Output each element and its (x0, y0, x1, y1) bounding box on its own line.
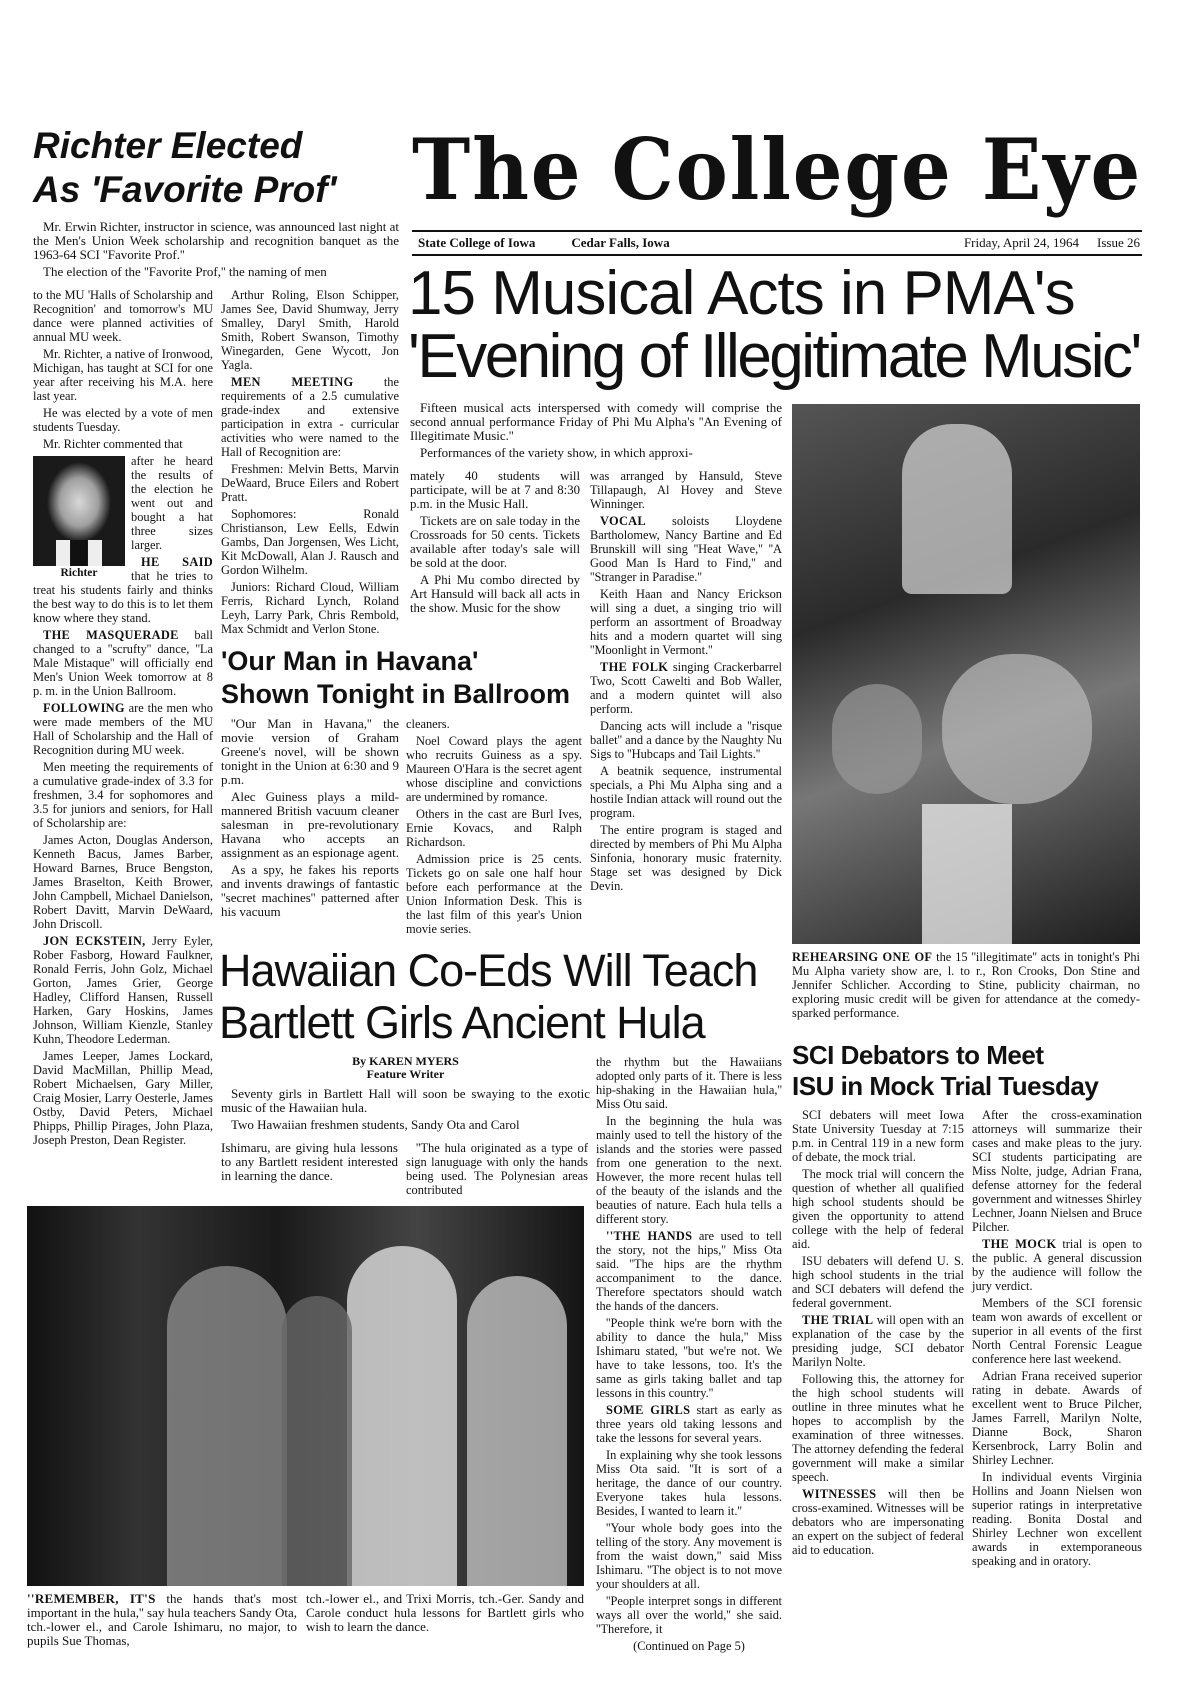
lead-in: ''THE HANDS (606, 1229, 693, 1243)
paragraph: Tickets are on sale today in the Crossroads for 50 cents. Tickets available after today's sale will be sold at the door. (410, 514, 580, 570)
paragraph: As a spy, he fakes his reports and invents drawings of fantastic ''secret machines'' patterned after his vacuum (221, 862, 399, 919)
paragraph: mately 40 students will participate, will be at 7 and 8:30 p.m. in the Music Hall. (410, 469, 580, 511)
paragraph: Following this, the attorney for the high school students will outline in three minutes what he hopes to accomplish by the examination of three witnesses. The attorney defending the federal government will make a similar speech. (792, 1372, 964, 1484)
paragraph: FOLLOWING are the men who were made members of the MU Hall of Scholarship and the Hall of Recognition during MU week. (33, 701, 213, 757)
lead-in: JON ECKSTEIN, (43, 934, 146, 948)
dateline (412, 230, 1142, 256)
lead-in: SOME GIRLS (606, 1403, 691, 1417)
pma-lead (410, 401, 782, 463)
hula-headline (219, 945, 757, 1049)
lead-in: FOLLOWING (43, 701, 125, 715)
paragraph: HE SAID that he tries to treat his students fairly and thinks the best way to do this is to let them know where they stand. (33, 555, 213, 625)
debate-headline-line-1: SCI Debators to Meet (792, 1040, 1044, 1070)
byline-role: Feature Writer (366, 1067, 445, 1081)
paragraph: ''Our Man in Havana,'' the movie version of Graham Greene's novel, will be shown tonight in the Union at 6:30 and 9 p.m. (221, 716, 399, 787)
paragraph: Dancing acts will include a ''risque ballet'' and a dance by the Naughty Nu Sigs to ''Hubcaps and Tail Lights.'' (590, 719, 782, 761)
debate-column-a (792, 1108, 964, 1560)
paragraph: Adrian Frana received superior rating in debate. Awards of excellent went to Bruce Pilcher, James Farrell, Marilyn Nolte, Dianne Bock, Sharon Kersenbrock, Larry Bolin and Shirley Lechner. (972, 1369, 1142, 1467)
pma-headline-line-1: 15 Musical Acts in PMA's (408, 259, 1075, 328)
havana-column-b (406, 717, 582, 939)
paragraph: Mr. Erwin Richter, instructor in science, was announced last night at the Men's Union Week scholarship and recognition banquet as the 1963-64 SCI ''Favorite Prof.'' (33, 219, 399, 262)
pupil-figure (167, 1266, 287, 1586)
hula-column-c (596, 1055, 782, 1653)
paragraph: VOCAL soloists Lloydene Bartholomew, Nancy Bartine and Ed Brunskill will sing ''Heat Wave,'' ''A Good Man Is Hard to Find,'' and ''Stranger in Paradise.'' (590, 514, 782, 584)
hula-headline-line-1: Hawaiian Co-Eds Will Teach (219, 945, 758, 996)
richter-column-1 (33, 288, 213, 1150)
havana-headline (221, 645, 570, 711)
hula-headline-line-2: Bartlett Girls Ancient Hula (219, 997, 705, 1048)
byline-author: By KAREN MYERS (352, 1054, 459, 1068)
debate-column-b (972, 1108, 1142, 1571)
paragraph: THE TRIAL will open with an explanation of the case by the presiding judge, SCI debator Marilyn Nolte. (792, 1313, 964, 1369)
paragraph: Noel Coward plays the agent who recruits Guiness as a spy. Maureen O'Hara is the secret agent whose discipline and convictions are undermined by romance. (406, 734, 582, 804)
shirt-shape (56, 540, 70, 566)
lead-in: MEN MEETING (231, 375, 354, 389)
issue-number: Issue 26 (1097, 235, 1140, 250)
paragraph: MEN MEETING the requirements of a 2.5 cumulative grade-index and extensive participation in extra - curricular activities who were named to the Hall of Recognition are: (221, 375, 399, 459)
lead-in: HE SAID (141, 555, 213, 569)
lead-in: THE MASQUERADE (43, 628, 179, 642)
issue-date: Friday, April 24, 1964 (963, 235, 1080, 250)
paragraph: JON ECKSTEIN, Jerry Eyler, Rober Fasborg, Howard Faulkner, Ronald Ferris, John Golz, Michael Gorton, James Grier, George Hadley, Clifford Hansen, Russell Harken, Gary Hoskins, James Johnson, William Kienzle, Stanley Kuhn, Theodore Lederman. (33, 934, 213, 1046)
debate-headline (792, 1040, 1098, 1102)
paragraph: Juniors: Richard Cloud, William Ferris, Richard Lynch, Roland Leyh, Larry Park, Chris Rembold, Max Schmidt and Verlon Stone. (221, 580, 399, 636)
paragraph: He was elected by a vote of men students Tuesday. (33, 406, 213, 434)
paragraph: The entire program is staged and directed by members of Phi Mu Alpha Sinfonia, honorary music fraternity. Stage set was designed by Dick Devin. (590, 823, 782, 893)
paragraph: Seventy girls in Bartlett Hall will soon be swaying to the exotic music of the Hawaiian hula. (221, 1086, 590, 1115)
paragraph: ISU debaters will defend U. S. high school students in the trial and SCI debaters will defend the federal government. (792, 1254, 964, 1310)
hula-lesson-photo (27, 1206, 584, 1586)
paragraph: Two Hawaiian freshmen students, Sandy Ota and Carol (231, 1117, 520, 1132)
lead-in: THE TRIAL (802, 1313, 874, 1327)
teacher-figure (467, 1276, 567, 1586)
paragraph: Men meeting the requirements of a cumulative grade-index of 3.3 for freshmen, 3.4 for sophomores and 3.5 for juniors and seniors, for Hall of Scholarship are: (33, 760, 213, 830)
paragraph: WITNESSES will then be cross-examined. Witnesses will be debators who are impersonating an expert on the subject of federal aid to education. (792, 1487, 964, 1557)
paragraph: After the cross-examination attorneys will summarize their cases and make pleas to the jury. SCI students participating are Miss Nolte, judge, Adrian Frana, defense attorney for the federal government and witnesses Shirley Lechner, Joann Nielsen and Bruce Pilcher. (972, 1108, 1142, 1234)
shirt-shape (88, 540, 102, 566)
lead-in: THE FOLK (600, 660, 669, 674)
paragraph: the rhythm but the Hawaiians adopted only parts of it. There is less hip-shaking in the Hawaiian hula,'' Miss Otu said. (596, 1055, 782, 1111)
pma-rehearsal-photo (792, 404, 1140, 944)
paragraph: cleaners. (406, 717, 450, 731)
paragraph: Fifteen musical acts interspersed with comedy will comprise the second annual performance Friday of Phi Mu Alpha's ''An Evening of Illegitimate Music.'' (410, 400, 782, 443)
havana-headline-line-1: 'Our Man in Havana' (221, 646, 479, 676)
pma-column-b (590, 469, 782, 896)
paragraph: The election of the ''Favorite Prof,'' the naming of men (43, 264, 327, 279)
hula-column-a (221, 1141, 398, 1186)
lead-in: WITNESSES (802, 1487, 877, 1501)
paragraph: ''Your whole body goes into the telling of the story. Any movement is from the waist down,'' said Miss Ishimaru. ''The object is to not move your shoulders at all. (596, 1521, 782, 1591)
paragraph: SOME GIRLS start as early as three years old taking lessons and take the lessons for several years. (596, 1403, 782, 1445)
paragraph: Arthur Roling, Elson Schipper, James See, David Shumway, Jerry Smalley, Daryl Smith, Harold Smith, Robert Swanson, Timothy Winegarden, Gene Wycott, Jon Yagla. (221, 288, 399, 372)
richter-col1-top (33, 288, 213, 451)
performer-figure (902, 424, 1012, 594)
richter-headline-line-1: Richter Elected (33, 125, 303, 166)
paragraph: A Phi Mu combo directed by Art Hansuld will back all acts in the show. Music for the show (410, 573, 580, 615)
paragraph: In the beginning the hula was mainly used to tell the history of the islands and the stories were passed from one generation to the next. However, the more recent hulas tell of the beauty of the islands and the beauties of nature. Each hula tells a different story. (596, 1114, 782, 1226)
performer-figure (832, 684, 922, 794)
masthead-title: The College Eye (412, 120, 1143, 219)
paragraph: REHEARSING ONE OF the 15 ''illegitimate'' acts in tonight's Phi Mu Alpha variety show are, l. to r., Ron Crooks, Don Stine and Jennifer Schlicher. According to Stine, publicity chairman, no exploring music credit will be given for attendance at the comedy-sparked performance. (792, 950, 1140, 1020)
pma-headline-line-2: 'Evening of Illegitimate Music' (408, 322, 1140, 392)
paragraph: THE MOCK trial is open to the public. A general discussion by the audience will follow the jury verdict. (972, 1237, 1142, 1293)
richter-photo-caption: Richter (60, 567, 98, 579)
paragraph: Others in the cast are Burl Ives, Ernie Kovacs, and Ralph Richardson. (406, 807, 582, 849)
paragraph: Admission price is 25 cents. Tickets go on sale one half hour before each performance at the Union Information Desk. This is the last film of this year's Union movie series. (406, 852, 582, 936)
paragraph: ''THE HANDS are used to tell the story, not the hips,'' Miss Ota said. ''The hips are the rhythm accompaniment to the dance. Therefore spectators should watch the hands of the dancers. (596, 1229, 782, 1313)
paragraph: Mr. Richter, a native of Ironwood, Michigan, has taught at SCI for one year after receiving his M.A. here last year. (33, 347, 213, 403)
paragraph: SCI debaters will meet Iowa State University Tuesday at 7:15 p.m. in Central 119 in a new form of debate, the mock trial. (792, 1108, 964, 1164)
paragraph: ''People think we're born with the ability to dance the hula,'' Miss Ishimaru stated, ''but we're not. We have to take lessons, too. It's the same as girls taking ballet and tap lessons in this country.'' (596, 1316, 782, 1400)
paragraph: ''The hula originated as a type of sign lanuguage with only the hands being used. The Polynesian areas contributed (406, 1141, 588, 1197)
tie-shape (71, 540, 87, 566)
richter-headline (33, 124, 336, 212)
paragraph: Members of the SCI forensic team won awards of excellent or superior in all events of the first North Central Forensic League conference here last weekend. (972, 1296, 1142, 1366)
hula-col-c-paras (596, 1055, 782, 1636)
richter-portrait-photo (33, 456, 125, 566)
richter-col1-rest (33, 628, 213, 1147)
hula-byline (221, 1055, 590, 1081)
paragraph: Freshmen: Melvin Betts, Marvin DeWaard, Bruce Eilers and Robert Pratt. (221, 462, 399, 504)
richter-column-2 (221, 288, 399, 639)
richter-lead (33, 220, 399, 282)
paragraph: Performances of the variety show, in which approxi- (420, 445, 693, 460)
hula-column-b (406, 1141, 588, 1200)
continued-note: (Continued on Page 5) (633, 1639, 745, 1653)
paragraph: The mock trial will concern the question of whether all qualified high school students should be given the opportunity to attend college with the help of federal aid. (792, 1167, 964, 1251)
teacher-figure (347, 1246, 457, 1586)
hula-lead (221, 1087, 590, 1135)
richter-photo-block (33, 456, 125, 580)
debate-headline-line-2: ISU in Mock Trial Tuesday (792, 1071, 1099, 1101)
school-name: State College of Iowa (418, 235, 536, 250)
pma-headline (408, 259, 1140, 392)
paragraph: James Acton, Douglas Anderson, Kenneth Bacus, James Barber, Howard Barnes, Bruce Bengston, James Braselton, Keith Brower, John Campbell, Michael Danielson, Robert Davitt, Marvin DeWaard, John Driscoll. (33, 833, 213, 931)
pupil-figure (282, 1296, 352, 1586)
paragraph: after he heard the results of the election he went out and bought a hat three sizes larger. (131, 454, 213, 552)
pma-column-a (410, 469, 580, 618)
hula-photo-caption-a (27, 1592, 297, 1648)
paragraph: James Leeper, James Lockard, David MacMillan, Phillip Mead, Robert Michaelsen, Gary Miller, Craig Mosier, Larry Oesterle, James Ostby, David Peters, Michael Phipps, Phillip Pirages, John Plaza, Joseph Preston, Dean Register. (33, 1049, 213, 1147)
havana-headline-line-2: Shown Tonight in Ballroom (221, 679, 570, 709)
lead-in: REHEARSING ONE OF (792, 950, 933, 964)
performer-legs (922, 804, 1012, 944)
paragraph: Ishimaru, are giving hula lessons to any Bartlett resident interested in learning the dance. (221, 1140, 398, 1183)
city-name: Cedar Falls, Iowa (571, 235, 670, 250)
paragraph: was arranged by Hansuld, Steve Tillapaugh, Al Hovey and Steve Winninger. (590, 469, 782, 511)
paragraph: ''REMEMBER, IT'S the hands that's most important in the hula,'' say hula teachers Sandy Ota, tch.-lower el., and Carole Ishimaru, no major, to pupils Sue Thomas, (27, 1591, 297, 1648)
paragraph: tch.-lower el., and Trixi Morris, tch.-Ger. Sandy and Carole conduct hula lessons for Bartlett girls who wish to learn the dance. (306, 1591, 584, 1634)
paragraph: to the MU 'Halls of Scholarship and Recognition' and tomorrow's MU dance were planned activities of annual MU week. (33, 288, 213, 344)
paragraph: In explaining why she took lessons Miss Ota said. ''It is sort of a heritage, the dance of our country. Everyone takes hula lessons. Besides, I wanted to learn it.'' (596, 1448, 782, 1518)
paragraph: In individual events Virginia Hollins and Joann Nielsen won superior ratings in interpretative reading. Bonita Dostal and Shirley Lechner won excellent awards in extemporaneous speaking and in oratory. (972, 1470, 1142, 1568)
lead-in: ''REMEMBER, IT'S (27, 1591, 156, 1606)
richter-headline-line-2: As 'Favorite Prof' (33, 169, 337, 210)
lead-in: VOCAL (600, 514, 646, 528)
paragraph: Alec Guiness plays a mild-mannered British vacuum cleaner salesman in pre-revolutionary Havana who accepts an assignment as an espionage agent. (221, 789, 399, 860)
paragraph: Sophomores: Ronald Christianson, Lew Eells, Edwin Gambs, Dan Jorgensen, Wes Licht, Kit McDowall, Alan J. Rausch and Gordon Wilhelm. (221, 507, 399, 577)
pma-photo-caption (792, 950, 1140, 1020)
hula-photo-caption-b (306, 1592, 584, 1634)
paragraph: A beatnik sequence, instrumental specials, a Phi Mu Alpha sing and a hostile Indian attack will round out the program. (590, 764, 783, 820)
paragraph: THE MASQUERADE ball changed to a ''scrufty'' dance, ''La Male Mistaque'' will officially end Men's Union Week tomorrow at 8 p. m. in the Union Ballroom. (33, 628, 213, 698)
lead-in: THE MOCK (982, 1237, 1057, 1251)
performer-figure (942, 654, 1092, 804)
paragraph: Keith Haan and Nancy Erickson will sing a duet, a singing trio will perform an assortment of Broadway hits and a modern quartet will sing ''Moonlight in Vermont.'' (590, 587, 782, 657)
paragraph: Mr. Richter commented that (43, 437, 183, 451)
havana-column-a (221, 717, 399, 922)
paragraph: ''People interpret songs in different ways all over the world,'' she said. ''Therefore, it (596, 1594, 782, 1636)
paragraph: THE FOLK singing Crackerbarrel Two, Scott Cawelti and Bob Waller, and a modern quintet will also perform. (590, 660, 782, 716)
